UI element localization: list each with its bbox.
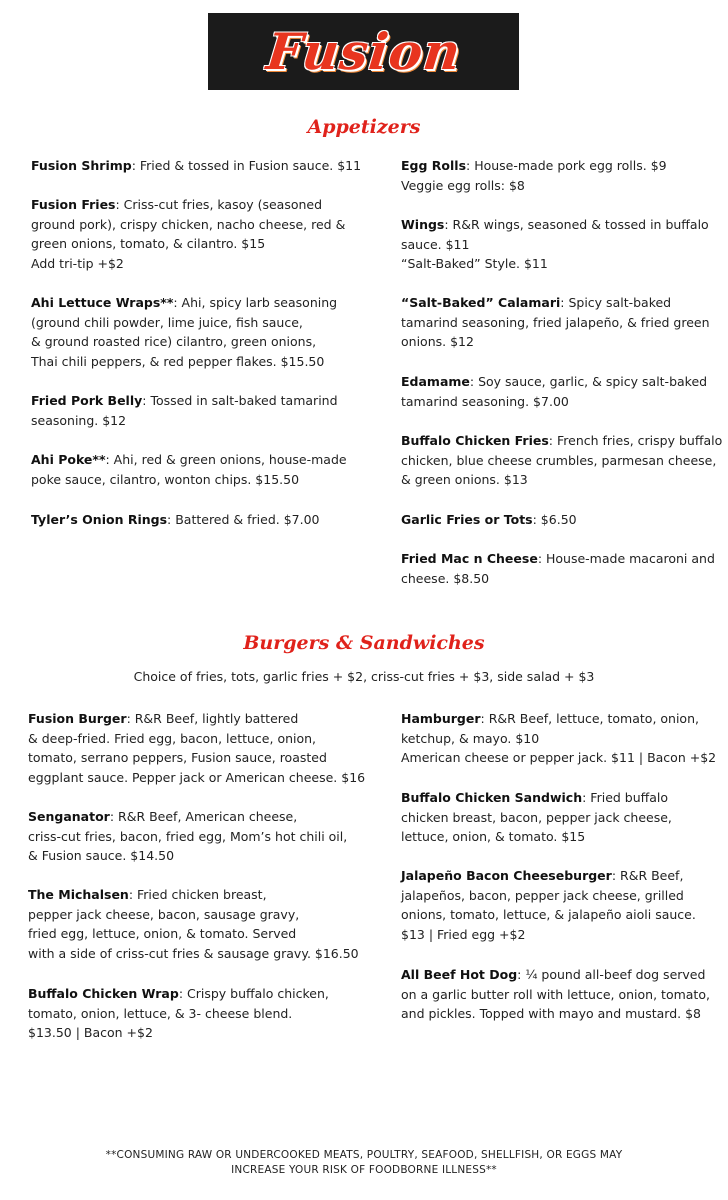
menu-item-name: Edamame (401, 374, 470, 389)
menu-item-name: Fried Pork Belly (31, 393, 143, 408)
menu-item (401, 431, 722, 490)
menu-item-description: : Spicy salt-baked (560, 295, 672, 310)
menu-item (401, 372, 707, 411)
menu-item (401, 965, 710, 1024)
menu-item-description: : Criss-cut fries, kasoy (seasoned (115, 197, 323, 212)
menu-item-description: : Battered & fried. $7.00 (167, 512, 320, 527)
menu-item-description: : Ahi, spicy larb seasoning (173, 295, 338, 310)
menu-item-line (401, 293, 710, 313)
menu-item-line: onions, tomato, lettuce, & jalapeño aioli sauce. (401, 907, 696, 923)
menu-item (401, 293, 710, 352)
menu-item (28, 807, 347, 866)
burgers-title: Burgers & Sandwiches (243, 632, 485, 654)
menu-item-description: : $6.50 (532, 512, 577, 527)
menu-item-line: seasoning. $12 (31, 412, 127, 428)
menu-item-line (28, 807, 347, 827)
menu-item-line (401, 372, 707, 392)
menu-item-line: (ground chili powder, lime juice, fish sauce, (31, 314, 303, 330)
menu-item-line: Thai chili peppers, & red pepper flakes. $15.50 (31, 353, 325, 369)
menu-item-description: : French fries, crispy buffalo (548, 433, 723, 448)
menu-item (28, 709, 365, 787)
menu-item-description: : ¼ pound all-beef dog served (517, 967, 706, 982)
menu-item-line: green onions, tomato, & cilantro. $15 (31, 236, 266, 252)
menu-item-line: eggplant sauce. Pepper jack or American cheese. $16 (28, 769, 366, 785)
menu-item (31, 195, 345, 273)
menu-item (31, 510, 320, 530)
menu-item-description: : Fried buffalo (582, 790, 669, 805)
menu-item-line (31, 450, 347, 470)
menu-item-line: $13 | Fried egg +$2 (401, 926, 526, 942)
menu-item-line (401, 215, 709, 235)
menu-item-line: ketchup, & mayo. $10 (401, 730, 540, 746)
menu-item (401, 510, 577, 530)
menu-item-line: with a side of criss-cut fries & sausage gravy. $16.50 (28, 945, 359, 961)
menu-item-name: Tyler’s Onion Rings (31, 512, 168, 527)
menu-item-line: tamarind seasoning, fried jalapeño, & fried green (401, 314, 710, 330)
menu-item-line: sauce. $11 (401, 236, 470, 252)
menu-item (31, 293, 337, 371)
menu-item-name: Fusion Burger (28, 711, 127, 726)
menu-item (401, 788, 672, 847)
menu-item-line (401, 709, 716, 729)
menu-item-description: : Ahi, red & green onions, house-made (105, 452, 347, 467)
menu-item-line: & Fusion sauce. $14.50 (28, 848, 175, 864)
menu-item-line: ground pork), crispy chicken, nacho cheese, red & (31, 216, 346, 232)
menu-item-name: All Beef Hot Dog (401, 967, 518, 982)
menu-item (401, 549, 715, 588)
menu-item (401, 709, 716, 768)
menu-item-line: American cheese or pepper jack. $11 | Bacon +$2 (401, 750, 717, 766)
menu-item-line (31, 293, 337, 313)
menu-item-line (31, 195, 345, 215)
menu-item (401, 156, 667, 195)
menu-item-name: Fried Mac n Cheese (401, 551, 538, 566)
menu-item-name: Buffalo Chicken Wrap (28, 986, 179, 1001)
menu-item-name: Wings (401, 217, 445, 232)
menu-item-line: Veggie egg rolls: $8 (401, 177, 525, 193)
menu-item-line: tomato, serrano peppers, Fusion sauce, roasted (28, 750, 327, 766)
menu-item-line: onions. $12 (401, 334, 474, 350)
disclaimer-line-1: **CONSUMING RAW OR UNDERCOOKED MEATS, POULTRY, SEAFOOD, SHELLFISH, OR EGGS MAY (105, 1149, 623, 1161)
menu-item-line (31, 391, 338, 411)
menu-item-line: and pickles. Topped with mayo and mustard. $8 (401, 1006, 701, 1022)
menu-item-line: $13.50 | Bacon +$2 (28, 1025, 153, 1041)
menu-item-description: : Soy sauce, garlic, & spicy salt-baked (469, 374, 708, 389)
menu-item-line: tomato, onion, lettuce, & 3- cheese blend. (28, 1005, 293, 1021)
menu-item-line: pepper jack cheese, bacon, sausage gravy, (28, 906, 300, 922)
menu-item-line: chicken breast, bacon, pepper jack cheese, (401, 809, 672, 825)
logo-banner (208, 13, 519, 90)
menu-item-description: : Fried & tossed in Fusion sauce. $11 (131, 158, 362, 173)
menu-item-line: on a garlic butter roll with lettuce, onion, tomato, (401, 986, 710, 1002)
menu-item-description: : Crispy buffalo chicken, (178, 986, 329, 1001)
menu-item (401, 215, 709, 274)
menu-item-name: The Michalsen (28, 887, 129, 902)
menu-item (28, 885, 359, 963)
menu-item-description: : R&R Beef, lettuce, tomato, onion, (480, 711, 699, 726)
menu-item-name: Garlic Fries or Tots (401, 512, 533, 527)
menu-item-name: Buffalo Chicken Sandwich (401, 790, 583, 805)
burgers-subtitle: Choice of fries, tots, garlic fries + $2, criss-cut fries + $3, side salad + $3 (133, 669, 595, 684)
disclaimer (0, 1148, 728, 1178)
menu-item-line: Add tri-tip +$2 (31, 255, 124, 271)
menu-item-line (401, 156, 667, 176)
menu-item-description: : Fried chicken breast, (128, 887, 267, 902)
menu-item-line (28, 709, 365, 729)
menu-item-line (401, 788, 672, 808)
menu-item-line: cheese. $8.50 (401, 570, 490, 586)
menu-item-line: tamarind seasoning. $7.00 (401, 393, 569, 409)
menu-item-line: poke sauce, cilantro, wonton chips. $15.50 (31, 471, 300, 487)
menu-item-line (401, 965, 710, 985)
menu-item-line (28, 984, 329, 1004)
menu-item-line: “Salt-Baked” Style. $11 (401, 256, 548, 272)
menu-item-line: jalapeños, bacon, pepper jack cheese, grilled (401, 887, 684, 903)
menu-item-line (401, 510, 577, 530)
menu-item-line: criss-cut fries, bacon, fried egg, Mom’s hot chili oil, (28, 828, 348, 844)
menu-item-description: : R&R Beef, (611, 868, 684, 883)
menu-item-line: & green onions. $13 (401, 472, 528, 488)
menu-item (28, 984, 329, 1043)
disclaimer-line-2: INCREASE YOUR RISK OF FOODBORNE ILLNESS** (231, 1164, 497, 1176)
menu-item-line: chicken, blue cheese crumbles, parmesan cheese, (401, 452, 717, 468)
menu-item-line: lettuce, onion, & tomato. $15 (401, 829, 586, 845)
menu-item-line (401, 431, 722, 451)
menu-item-description: : House-made pork egg rolls. $9 (466, 158, 667, 173)
appetizers-title: Appetizers (307, 116, 421, 138)
menu-item-description: : R&R wings, seasoned & tossed in buffalo (444, 217, 709, 232)
menu-item-description: : House-made macaroni and (537, 551, 715, 566)
menu-item (401, 866, 696, 944)
menu-item-line: & ground roasted rice) cilantro, green onions, (31, 334, 317, 350)
menu-item-name: Fusion Shrimp (31, 158, 132, 173)
menu-item (31, 156, 361, 176)
menu-item-line (28, 885, 359, 905)
menu-item-name: Fusion Fries (31, 197, 116, 212)
menu-item-name: Jalapeño Bacon Cheeseburger (401, 868, 612, 883)
menu-item-name: Egg Rolls (401, 158, 467, 173)
menu-item (31, 391, 338, 430)
menu-item (31, 450, 347, 489)
menu-item-line: & deep-fried. Fried egg, bacon, lettuce, onion, (28, 730, 317, 746)
menu-item-line (401, 866, 696, 886)
menu-item-name: Ahi Poke** (31, 452, 106, 467)
menu-item-line (31, 156, 361, 176)
menu-item-line (401, 549, 715, 569)
menu-item-name: Senganator (28, 809, 110, 824)
menu-item-description: : R&R Beef, American cheese, (109, 809, 298, 824)
menu-item-name: Buffalo Chicken Fries (401, 433, 549, 448)
menu-item-line: fried egg, lettuce, onion, & tomato. Served (28, 926, 297, 942)
menu-item-name: Hamburger (401, 711, 481, 726)
menu-item-description: : Tossed in salt-baked tamarind (142, 393, 338, 408)
menu-item-name: “Salt-Baked” Calamari (401, 295, 561, 310)
menu-item-line (31, 510, 320, 530)
logo-text: Fusion (263, 22, 464, 81)
menu-item-name: Ahi Lettuce Wraps** (31, 295, 174, 310)
menu-item-description: : R&R Beef, lightly battered (126, 711, 299, 726)
